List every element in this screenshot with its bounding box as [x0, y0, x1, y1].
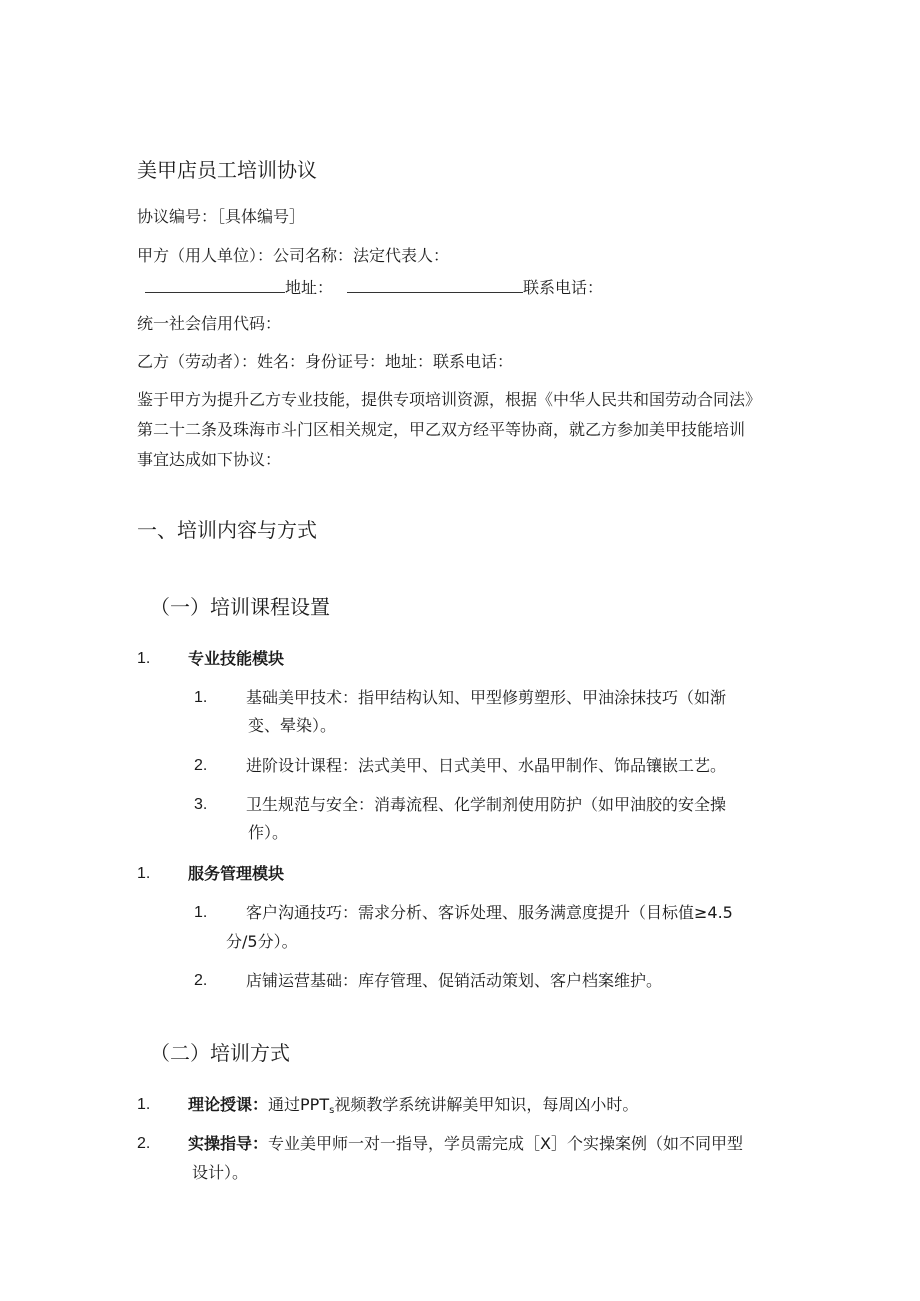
list-number: 3. — [194, 796, 208, 813]
list-item: 基础美甲技术：指甲结构认知、甲型修剪塑形、甲油涂抹技巧（如渐 — [246, 688, 727, 707]
agreement-number — [137, 209, 305, 225]
subsection-heading: （二）培训方式 — [150, 1041, 290, 1065]
list-item: 卫生规范与安全：消毒流程、化学制剂使用防护（如甲油胶的安全操 — [246, 795, 727, 814]
party-a-address-row — [145, 278, 603, 296]
list-item: 客户沟通技巧：需求分析、客诉处理、服务满意度提升（目标值≥4.5 — [246, 903, 733, 922]
blank-underline — [347, 278, 523, 293]
party-a-line: 甲方（用人单位）：公司名称：法定代表人： — [137, 246, 450, 265]
method-label: 理论授课： — [188, 1095, 269, 1114]
method-subscript: s — [329, 1105, 335, 1116]
section-heading: 一、培训内容与方式 — [137, 518, 317, 542]
list-number: 2. — [194, 757, 208, 774]
method-label: 实操指导： — [188, 1134, 269, 1153]
list-number: 1. — [137, 1096, 151, 1113]
list-item — [188, 1097, 638, 1116]
preamble-line: 第二十二条及珠海市斗门区相关规定，甲乙双方经平等协商，就乙方参加美甲技能培训 — [137, 420, 746, 439]
list-number: 1. — [137, 650, 151, 667]
preamble-line: 事宜达成如下协议： — [137, 450, 282, 469]
party-b-line: 乙方（劳动者）：姓名：身份证号：地址：联系电话： — [137, 352, 514, 371]
list-item: 进阶设计课程：法式美甲、日式美甲、水晶甲制作、饰品镶嵌工艺。 — [246, 756, 727, 775]
list-number: 1. — [137, 865, 151, 882]
address-label: 地址： — [285, 278, 334, 297]
list-number: 1. — [194, 904, 208, 921]
subsection-heading: （一）培训课程设置 — [150, 595, 330, 619]
module-title: 专业技能模块 — [188, 649, 285, 668]
method-text: 专业美甲师一对一指导，学员需完成［X］个实操案例（如不同甲型 — [268, 1134, 743, 1153]
list-item-continued: 变、晕染）。 — [248, 716, 337, 735]
list-number: 1. — [194, 689, 208, 706]
method-text: 视频教学系统讲解美甲知识，每周凶小时。 — [334, 1095, 639, 1114]
document-title: 美甲店员工培训协议 — [137, 158, 317, 182]
preamble-line: 鉴于甲方为提升乙方专业技能，提供专项培训资源，根据《中华人民共和国劳动合同法》 — [137, 390, 762, 409]
agreement-number-value: ［具体编号］ — [217, 207, 306, 226]
method-text: 通过PPT — [268, 1095, 330, 1114]
module-title: 服务管理模块 — [188, 864, 285, 883]
blank-underline — [145, 278, 285, 293]
list-number: 2. — [137, 1135, 151, 1152]
list-item-continued: 分/5分）。 — [226, 932, 298, 951]
list-item: 店铺运营基础：库存管理、促销活动策划、客户档案维护。 — [246, 971, 663, 990]
list-number: 2. — [194, 972, 208, 989]
credit-code-line: 统一社会信用代码： — [137, 314, 282, 333]
phone-label: 联系电话： — [523, 278, 604, 297]
list-item-continued: 作）。 — [248, 823, 289, 842]
list-item-continued: 设计）。 — [192, 1163, 249, 1182]
list-item — [188, 1136, 743, 1152]
agreement-number-label: 协议编号： — [137, 207, 218, 226]
